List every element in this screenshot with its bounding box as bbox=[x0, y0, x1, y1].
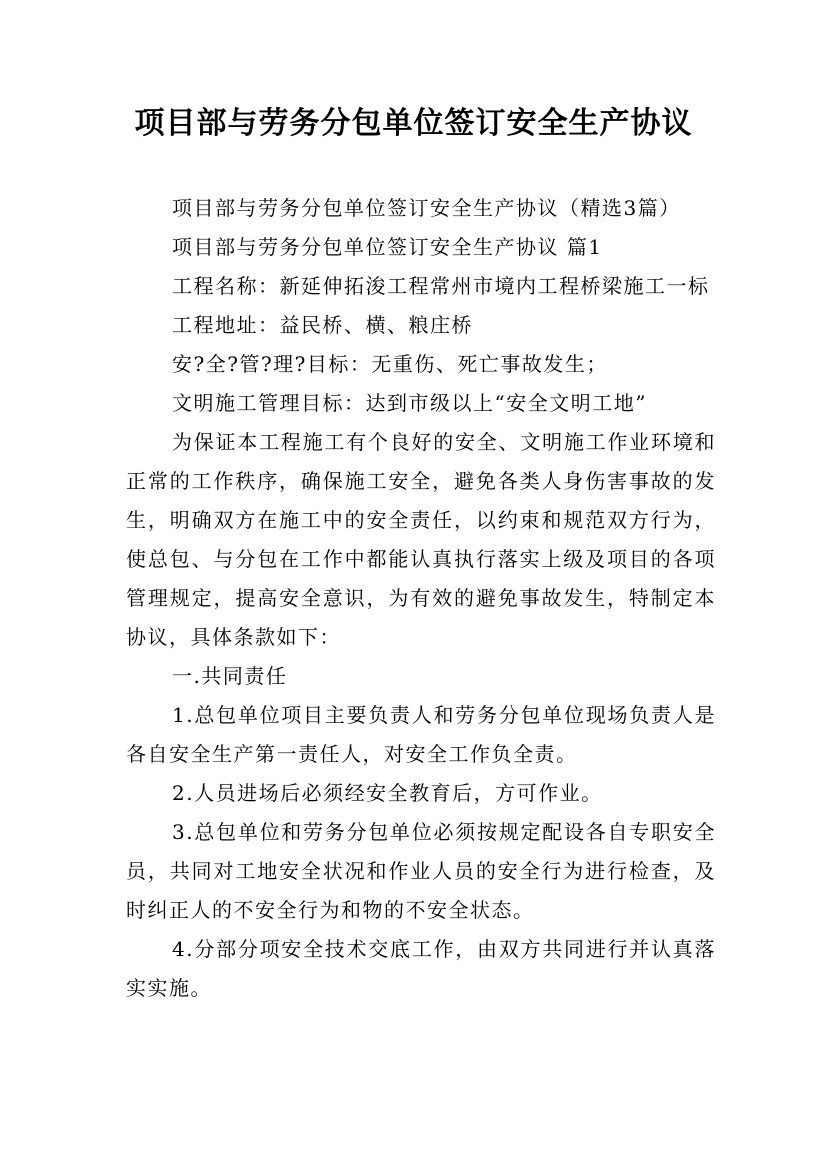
document-body bbox=[126, 189, 716, 1008]
paragraph-project-name: 工程名称：新延伸拓浚工程常州市境内工程桥梁施工一标 bbox=[172, 274, 710, 298]
paragraph-clause-4: 4.分部分项安全技术交底工作，由双方共同进行并认真落实实施。 bbox=[126, 937, 716, 1000]
paragraph-shared-duty-heading: 一.共同责任 bbox=[172, 664, 288, 688]
paragraph-section-heading: 项目部与劳务分包单位签订安全生产协议 篇1 bbox=[172, 235, 603, 259]
paragraph-clause-3: 3.总包单位和劳务分包单位必须按规定配设各自专职安全员，共同对工地安全状况和作业人员的安全行为进行检查，及时纠正人的不安全行为和物的不安全状态。 bbox=[126, 820, 716, 922]
paragraph-clause-1: 1.总包单位项目主要负责人和劳务分包单位现场负责人是各自安全生产第一责任人，对安全工作负全责。 bbox=[126, 703, 716, 766]
paragraph-clause-2: 2.人员进场后必须经安全教育后，方可作业。 bbox=[172, 781, 603, 805]
paragraph-civilized-goal: 文明施工管理目标：达到市级以上“安全文明工地” bbox=[172, 391, 647, 415]
paragraph-purpose: 为保证本工程施工有个良好的安全、文明施工作业环境和正常的工作秩序，确保施工安全，避免各类人身伤害事故的发生，明确双方在施工中的安全责任，以约束和规范双方行为，使总包、与分包在工作中都能认真执行落实上级及项目的各项管理规定，提高安全意识，为有效的避免事故发生，特制定本协议，具体条款如下： bbox=[126, 430, 716, 649]
document-title: 项目部与劳务分包单位签订安全生产协议 bbox=[134, 106, 693, 141]
paragraph-project-address: 工程地址：益民桥、横、粮庄桥 bbox=[172, 313, 473, 337]
paragraph-safety-goal: 安?全?管?理?目标：无重伤、死亡事故发生； bbox=[172, 352, 608, 376]
paragraph-subtitle: 项目部与劳务分包单位签订安全生产协议（精选3篇） bbox=[172, 196, 681, 220]
